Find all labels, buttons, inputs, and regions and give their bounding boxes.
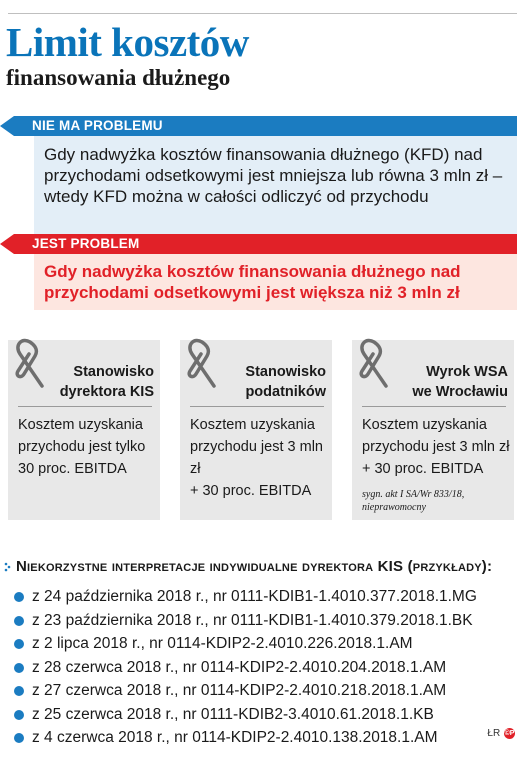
bullet-icon <box>14 592 24 602</box>
bullet-icon <box>14 639 24 649</box>
card-heading <box>214 362 332 402</box>
list-item-text: z 4 czerwca 2018 r., nr 0114-KDIP2-2.4010.138.2018.1.AM <box>32 729 438 746</box>
section-bar <box>14 234 517 254</box>
list-item <box>12 704 477 728</box>
section-arrow-icon <box>0 116 14 136</box>
list-item <box>12 727 477 751</box>
card-text-line: 30 proc. EBITDA <box>18 461 127 477</box>
card-text <box>190 414 328 502</box>
card-text-line: Kosztem uzyskania <box>190 417 315 433</box>
list-item-text: z 24 października 2018 r., nr 0111-KDIB1-1.4010.377.2018.1.MG <box>32 588 477 605</box>
card-heading-line: Stanowisko <box>245 364 326 380</box>
bullet-icon <box>14 686 24 696</box>
page-subtitle: finansowania dłużnego <box>6 65 231 90</box>
top-rule <box>8 13 517 14</box>
list-item <box>12 657 477 681</box>
section-arrow-icon <box>0 234 14 254</box>
copyright-logo-icon: ©P <box>504 730 515 737</box>
credit-author: ŁR <box>487 728 501 740</box>
card-heading <box>386 362 514 402</box>
card-text-line: Kosztem uzyskania <box>362 417 487 433</box>
list-heading: Niekorzystne interpretacje indywidualne dyrektora KIS (przykłady): <box>16 558 493 575</box>
card-heading-line: dyrektora KIS <box>59 384 154 400</box>
list-item-text: z 23 października 2018 r., nr 0111-KDIB1-1.4010.379.2018.1.BK <box>32 611 473 629</box>
card-text-line: przychodu jest 3 mln zł <box>362 439 510 455</box>
section-text: Gdy nadwyżka kosztów finansowania dłużnego nad przychodami odsetkowymi jest większa niż 3 mln zł <box>44 262 461 302</box>
card-note <box>362 488 510 514</box>
section-body <box>34 254 517 310</box>
section-body <box>34 136 517 234</box>
card-wsa <box>352 340 514 520</box>
list-item-text: z 25 czerwca 2018 r., nr 0111-KDIB2-3.4010.61.2018.1.KB <box>32 705 434 723</box>
card-note-line: sygn. akt I SA/Wr 833/18, <box>362 489 465 500</box>
section-label: JEST PROBLEM <box>32 236 140 251</box>
list-item-text: z 2 lipca 2018 r., nr 0114-KDIP2-2.4010.226.2018.1.AM <box>32 635 413 652</box>
card-heading-line: Wyrok WSA <box>426 364 508 380</box>
list-item <box>12 680 477 704</box>
bullet-icon <box>14 733 24 743</box>
card-taxpayers <box>180 340 332 520</box>
dots-icon <box>4 562 14 572</box>
card-divider <box>190 406 324 407</box>
list-item <box>12 586 477 610</box>
list-item-text: z 28 czerwca 2018 r., nr 0114-KDIP2-2.4010.204.2018.1.AM <box>32 658 447 676</box>
card-divider <box>18 406 152 407</box>
section-label: NIE MA PROBLEMU <box>32 118 163 133</box>
card-text-line: + 30 proc. EBITDA <box>190 483 312 499</box>
card-divider <box>362 406 506 407</box>
section-bar <box>14 116 517 136</box>
card-heading-line: podatników <box>245 384 326 400</box>
interpretations-list <box>12 586 477 751</box>
card-text <box>18 414 156 480</box>
card-text <box>362 414 510 480</box>
card-text-line: Kosztem uzyskania <box>18 417 143 433</box>
bullet-icon <box>14 616 24 626</box>
card-kis <box>8 340 160 520</box>
credit <box>487 728 515 739</box>
bullet-icon <box>14 710 24 720</box>
list-item <box>12 610 477 634</box>
card-text-line: + 30 proc. EBITDA <box>362 461 484 477</box>
page-title: Limit kosztów <box>6 19 249 65</box>
card-text-line: przychodu jest 3 mln zł <box>190 439 323 477</box>
card-heading-line: Stanowisko <box>73 364 154 380</box>
section-text: Gdy nadwyżka kosztów finansowania dłużnego (KFD) nad przychodami odsetkowymi jest mniejsza lub równa 3 mln zł – wtedy KFD można w całości odliczyć od przychodu <box>44 145 503 206</box>
card-heading <box>42 362 160 402</box>
card-text-line: przychodu jest tylko <box>18 439 146 455</box>
card-note-line: nieprawomocny <box>362 502 426 513</box>
bullet-icon <box>14 663 24 673</box>
list-item <box>12 633 477 657</box>
card-heading-line: we Wrocławiu <box>412 384 508 400</box>
list-item-text: z 27 czerwca 2018 r., nr 0114-KDIP2-2.4010.218.2018.1.AM <box>32 682 447 699</box>
